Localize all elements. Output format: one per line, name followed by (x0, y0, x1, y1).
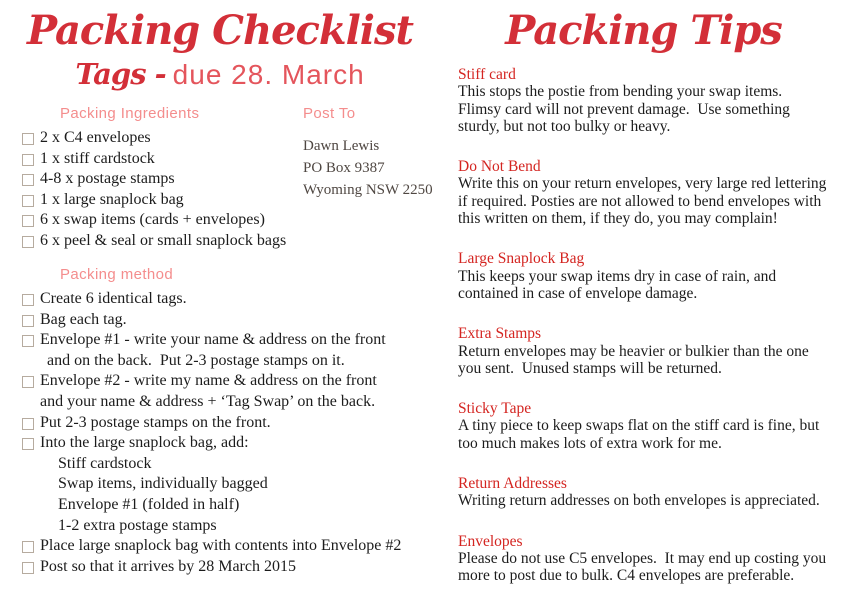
checkbox-icon (22, 541, 34, 553)
address-line: Wyoming NSW 2250 (303, 182, 433, 198)
item-text: 2 x C4 envelopes (40, 129, 151, 146)
tip-body-line: if required. Posties are not allowed to bend envelopes with (458, 192, 822, 210)
item-text: and your name & address + ‘Tag Swap’ on the back. (40, 392, 376, 410)
checklist-item (22, 289, 442, 310)
checkbox-icon (22, 376, 34, 388)
checkbox-icon (22, 418, 34, 430)
tip-section (458, 325, 842, 377)
checklist-title: Packing Checklist (27, 7, 413, 54)
item-text: Into the large snaplock bag, add: (40, 434, 249, 452)
subtitle-script-part: Tags - (75, 57, 166, 91)
item-text: Place large snaplock bag with contents into Envelope #2 (40, 537, 402, 555)
tip-section (458, 533, 842, 585)
tip-section (458, 400, 842, 452)
tips-title: Packing Tips (505, 7, 782, 54)
address-line: Dawn Lewis (303, 138, 380, 154)
checklist-subitem (22, 516, 442, 537)
checkbox-icon (22, 154, 34, 166)
tip-body-line: This keeps your swap items dry in case of rain, and (458, 267, 777, 285)
tip-body-line: more to post due to bulk. C4 envelopes are preferable. (458, 567, 795, 585)
item-text: Put 2-3 postage stamps on the front. (40, 413, 271, 431)
tips-list (458, 66, 842, 585)
checkbox-icon (22, 236, 34, 248)
checklist-item (22, 536, 442, 557)
checklist-item (22, 231, 442, 252)
item-text: Envelope #1 (folded in half) (58, 495, 240, 513)
item-text: 1-2 extra postage stamps (58, 516, 217, 534)
checklist-item (22, 371, 442, 412)
section-heading-ingredients: Packing Ingredients (60, 105, 200, 122)
checklist-item (22, 433, 442, 454)
section-heading-method: Packing method (60, 266, 174, 283)
item-text: Envelope #2 - write my name & address on the front (40, 372, 377, 390)
tip-heading: Extra Stamps (458, 325, 542, 343)
checklist-item (22, 557, 442, 578)
tip-body-line: contained in case of envelope damage. (458, 284, 698, 302)
checkbox-icon (22, 133, 34, 145)
item-text: Create 6 identical tags. (40, 290, 187, 307)
checkbox-icon (22, 335, 34, 347)
tip-body-line: Flimsy card will not prevent damage. Use something (458, 100, 790, 118)
item-text: 1 x large snaplock bag (40, 190, 184, 208)
tip-section (458, 158, 842, 227)
tip-body-line: Return envelopes may be heavier or bulkier than the one (458, 342, 809, 360)
tip-body-line: Write this on your return envelopes, very large red lettering (458, 175, 827, 193)
tip-heading: Envelopes (458, 532, 523, 550)
item-text: Stiff cardstock (58, 454, 152, 472)
tip-section (458, 475, 842, 510)
item-text: 6 x swap items (cards + envelopes) (40, 211, 265, 229)
checkbox-icon (22, 438, 34, 450)
tip-heading: Large Snaplock Bag (458, 250, 585, 268)
tip-heading: Do Not Bend (458, 158, 541, 176)
checkbox-icon (22, 294, 34, 306)
item-text: Bag each tag. (40, 310, 127, 328)
checklist-item (22, 413, 442, 434)
postal-address (303, 135, 453, 201)
tip-section (458, 66, 842, 135)
item-text: Envelope #1 - write your name & address on the front (40, 331, 386, 349)
tip-body-line: Writing return addresses on both envelopes is appreciated. (458, 492, 820, 510)
checklist-subitem (22, 495, 442, 516)
post-to-section (303, 104, 453, 201)
packing-method-section (22, 265, 442, 577)
checkbox-icon (22, 195, 34, 207)
tip-body-line: Please do not use C5 envelopes. It may end up costing you (458, 549, 827, 567)
tip-body-line: you sent. Unused stamps will be returned. (458, 359, 722, 377)
item-text: and on the back. Put 2-3 postage stamps on it. (47, 351, 345, 369)
tip-heading: Sticky Tape (458, 400, 532, 418)
method-list (22, 289, 442, 577)
tip-body-line: A tiny piece to keep swaps flat on the stiff card is fine, but (458, 417, 820, 435)
tip-body-line: too much makes lots of extra work for me. (458, 434, 722, 452)
item-text: 4-8 x postage stamps (40, 170, 175, 188)
tip-body-line: sturdy, but not too bulky or heavy. (458, 117, 671, 135)
checkbox-icon (22, 315, 34, 327)
item-text: 6 x peel & seal or small snaplock bags (40, 231, 287, 249)
tip-body-line: this written on them, if they do, you may complain! (458, 210, 778, 228)
checklist-subtitle (0, 56, 440, 94)
section-heading-post-to: Post To (303, 105, 356, 122)
checklist-item (22, 310, 442, 331)
tip-section (458, 250, 842, 302)
checklist-item (22, 210, 442, 231)
tip-heading: Stiff card (458, 66, 516, 83)
checklist-subitem (22, 454, 442, 475)
checkbox-icon (22, 562, 34, 574)
tip-heading: Return Addresses (458, 475, 567, 493)
checklist-item (22, 330, 442, 371)
subtitle-due-date: due 28. March (172, 59, 365, 90)
checkbox-icon (22, 215, 34, 227)
item-text: 1 x stiff cardstock (40, 149, 155, 167)
checklist-subitem (22, 474, 442, 495)
item-text: Post so that it arrives by 28 March 2015 (40, 557, 296, 575)
checkbox-icon (22, 174, 34, 186)
item-text: Swap items, individually bagged (58, 475, 268, 493)
tip-body-line: This stops the postie from bending your swap items. (458, 83, 783, 101)
address-line: PO Box 9387 (303, 160, 385, 176)
